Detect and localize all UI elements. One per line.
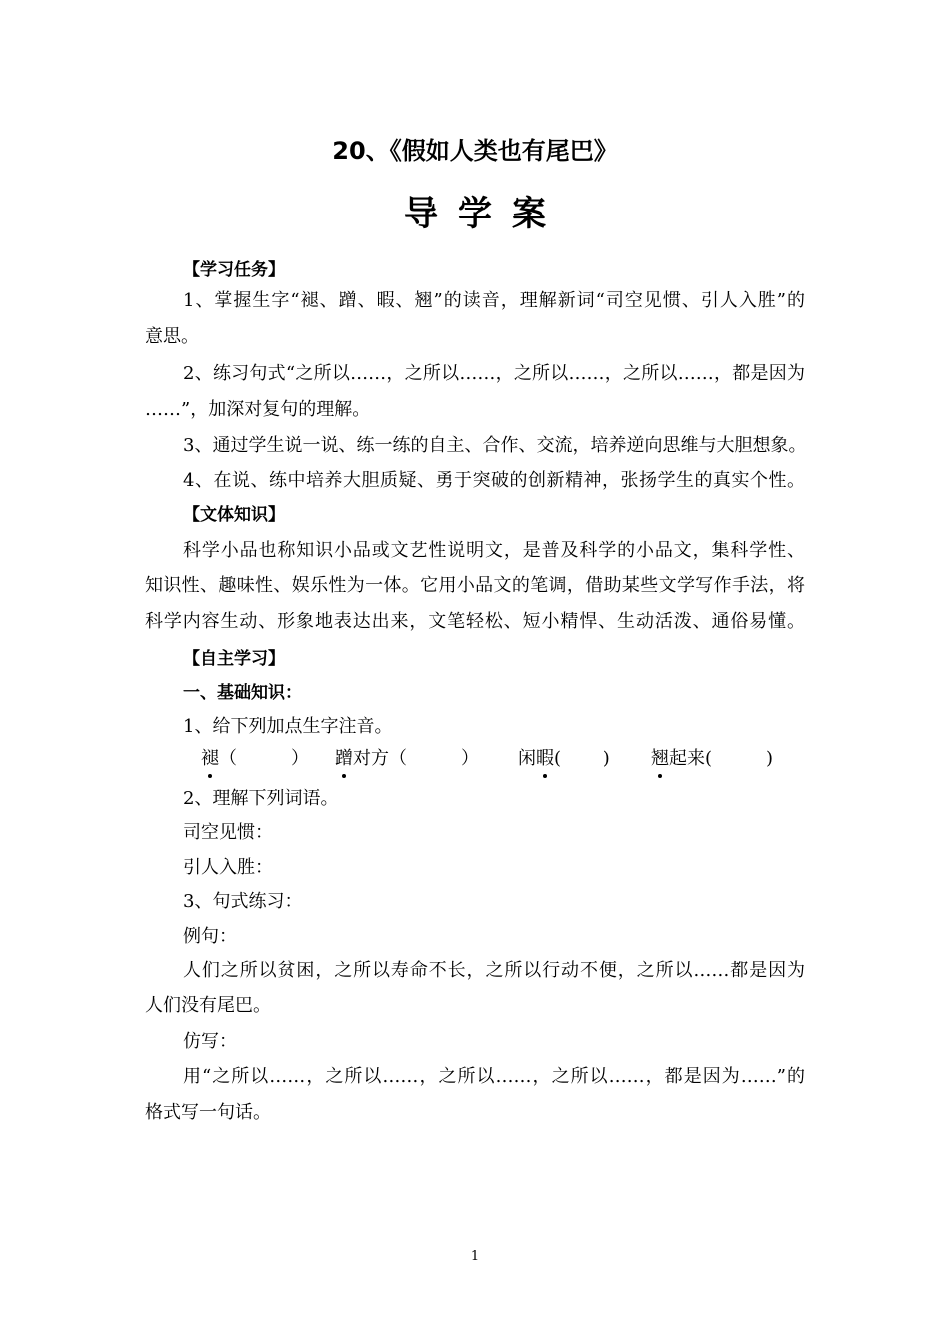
task-3: 3、通过学生说一说、练一练的自主、合作、交流，培养逆向思维与大胆想象。 [183,435,807,456]
question-1: 1、给下列加点生字注音。 [183,716,393,737]
answer-blank: 起来( ) [669,748,774,769]
pinyin-item-3 [518,744,610,774]
pinyin-item-4 [651,744,773,774]
task-1-line-1: 1、掌握生字“褪、蹭、暇、翘”的读音，理解新词“司空见惯、引人入胜”的 [183,290,805,311]
answer-blank: ( ) [554,748,610,769]
plain-char: 闲 [518,748,536,769]
task-1-line-2: 意思。 [145,326,199,347]
basic-knowledge-heading: 一、基础知识： [183,683,302,703]
dotted-char: 蹭 [335,744,353,774]
genre-line-2: 知识性、趣味性、娱乐性为一体。它用小品文的笔调，借助某些文学写作手法，将 [145,575,805,596]
question-2: 2、理解下列词语。 [183,788,339,809]
dotted-char: 褪 [201,744,219,774]
dotted-char: 翘 [651,744,669,774]
word-2: 引人入胜： [183,857,273,878]
page-number: 1 [470,1249,480,1264]
document-title: 20、《假如人类也有尾巴》 [332,137,618,165]
self-study-heading: 【自主学习】 [183,649,285,669]
pinyin-item-1 [201,744,309,774]
imitate-label: 仿写： [183,1031,237,1052]
imitate-line-1: 用“之所以……，之所以……，之所以……，之所以……，都是因为……”的 [183,1066,805,1087]
task-2-line-2: ……”，加深对复句的理解。 [145,399,371,420]
word-1: 司空见惯： [183,822,273,843]
genre-line-3: 科学内容生动、形象地表达出来，文笔轻松、短小精悍、生动活泼、通俗易懂。 [145,611,805,632]
answer-blank: （ ） [219,748,309,769]
genre-knowledge-heading: 【文体知识】 [183,505,285,525]
pinyin-item-2 [335,744,479,774]
question-3: 3、句式练习： [183,891,303,912]
task-4: 4、在说、练中培养大胆质疑、勇于突破的创新精神，张扬学生的真实个性。 [183,470,805,491]
learning-task-heading: 【学习任务】 [183,260,285,280]
example-label: 例句： [183,926,237,947]
example-line-1: 人们之所以贫困，之所以寿命不长，之所以行动不便，之所以……都是因为 [183,960,805,981]
task-2-line-1: 2、练习句式“之所以……，之所以……，之所以……，之所以……，都是因为 [183,363,805,384]
genre-line-1: 科学小品也称知识小品或文艺性说明文，是普及科学的小品文，集科学性、 [183,540,805,561]
dotted-char: 暇 [536,744,554,774]
imitate-line-2: 格式写一句话。 [145,1102,271,1123]
document-subtitle: 导学案 [404,194,566,234]
example-line-2: 人们没有尾巴。 [145,995,271,1016]
answer-blank: 对方（ ） [353,748,479,769]
pinyin-exercise-row [201,744,801,774]
